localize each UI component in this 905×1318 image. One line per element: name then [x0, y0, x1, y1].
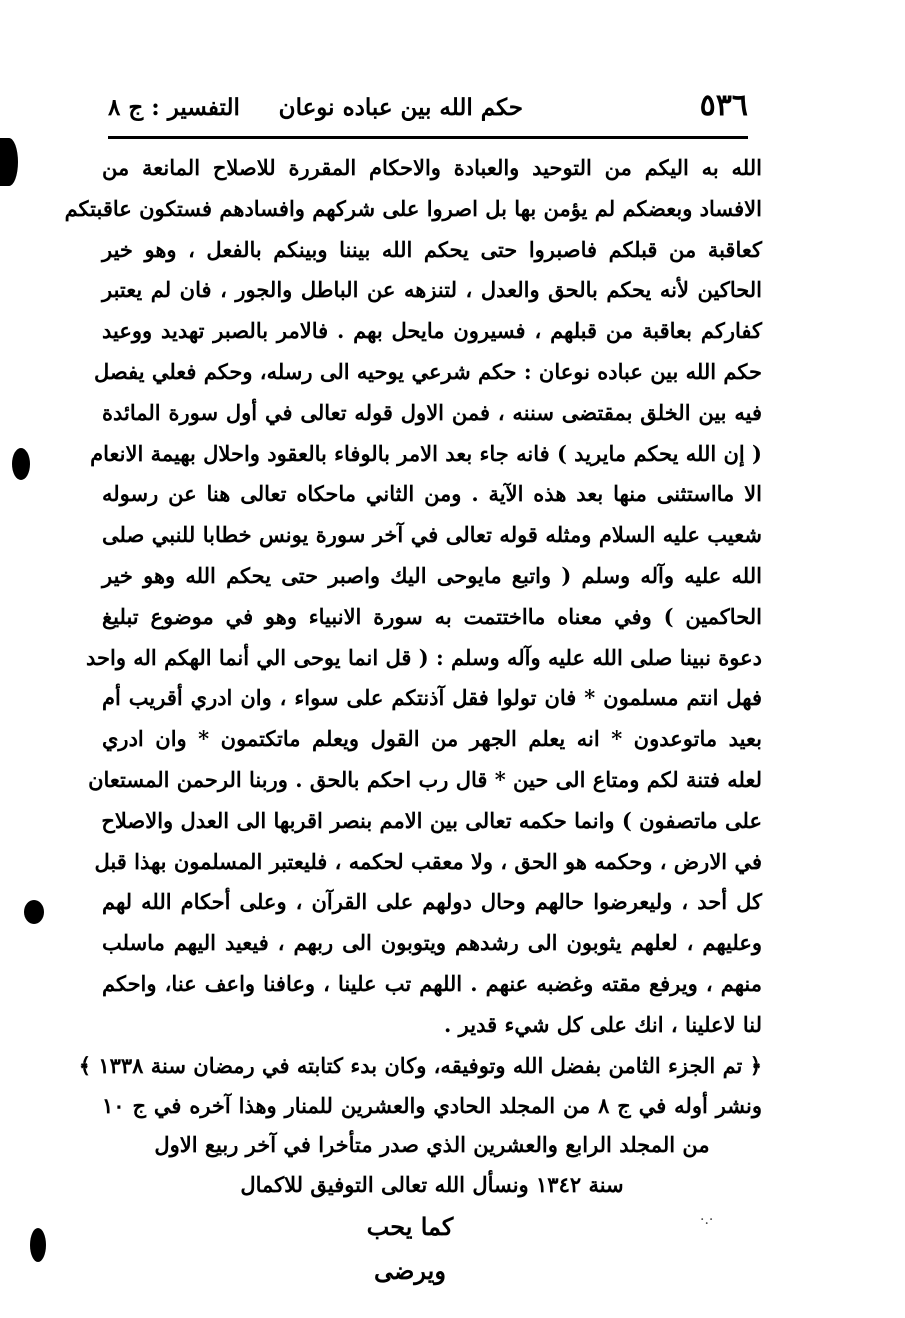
closing-block [102, 1125, 762, 1205]
text-line: كل أحد ، وليعرضوا حالهم وحال دولهم على القرآن ، وعلى أحكام الله لهم [102, 889, 762, 915]
text-line: شعيب عليه السلام ومثله قوله تعالى في آخر سورة يونس خطابا للنبي صلى [102, 522, 762, 548]
text-line: الحاكين لأنه يحكم بالحق والعدل ، لتنزهه عن الباطل والجور ، فان لم يعتبر [102, 277, 762, 303]
text-line: الا مااستثنى منها بعد هذه الآية . ومن الثاني ماحكاه تعالى هنا عن رسوله [102, 481, 762, 507]
text-line: منهم ، ويرفع مقته وغضبه عنهم . اللهم تب علينا ، وعافنا واعف عنا، واحكم [102, 970, 762, 996]
text-line: كعاقبة من قبلكم فاصبروا حتى يحكم الله بيننا وبينكم بالفعل ، وهو خير [102, 236, 762, 262]
text-line: الافساد وبعضكم لم يؤمن بها بل اصروا على شركهم وافسادهم فستكون عاقبتكم [64, 195, 762, 221]
text-line: الله به اليكم من التوحيد والعبادة والاحكام المقررة للاصلاح المانعة من [102, 155, 762, 180]
ink-blot [30, 1228, 46, 1262]
closing-line: سنة ١٣٤٢ ونسأل الله تعالى التوفيق للاكمال [240, 1172, 624, 1197]
page-number: ٥٣٦ [699, 88, 748, 123]
text-line: فيه بين الخلق بمقتضى سننه ، فمن الاول قوله تعالى في أول سورة المائدة [102, 399, 762, 425]
text-line: بعيد ماتوعدون * انه يعلم الجهر من القول ويعلم ماتكتمون * وان ادري [102, 726, 762, 752]
body-text [64, 148, 763, 1127]
ink-blot [0, 138, 18, 186]
colophon-line: ونشر أوله في ج ٨ من المجلد الحادي والعشرين للمنار وهذا آخره في ج ١٠ [102, 1093, 763, 1119]
text-line: وعليهم ، لعلهم يثوبون الى رشدهم ويتوبون الى ربهم ، فيعيد اليهم ماسلب [102, 930, 762, 956]
section-label: التفسير : ج ٨ [108, 94, 240, 121]
text-line: في الارض ، وحكمه هو الحق ، ولا معقب لحكمه ، فليعتبر المسلمون بهذا قبل [94, 848, 762, 874]
text-line: كفاركم بعاقبة من قبلهم ، فسيرون مايحل بهم . فالامر بالصبر تهديد ووعيد [102, 318, 762, 344]
text-line: دعوة نبينا صلى الله عليه وآله وسلم : ( قل انما يوحى الي أنما الهكم اله واحد [85, 644, 762, 670]
text-line: ( إن الله يحكم مايريد ) فانه جاء بعد الامر بالوفاء بالعقود واحلال بهيمة الانعام [90, 440, 762, 466]
closing-line: من المجلد الرابع والعشرين الذي صدر متأخرا في آخر ربيع الاول [154, 1132, 710, 1157]
text-line: لعله فتنة لكم ومتاع الى حين * قال رب احكم بالحق . وربنا الرحمن المستعان [88, 766, 762, 792]
scan-speck: ·.· [700, 1212, 714, 1228]
text-line: الله عليه وآله وسلم ( واتبع مايوحى اليك واصبر حتى يحكم الله وهو خير [102, 562, 762, 588]
page-header [108, 86, 748, 136]
text-line: على ماتصفون ) وانما حكمه تعالى بين الامم بنصر اقربها الى العدل والاصلاح [101, 807, 762, 833]
signoff: كما يحب ويرضى [366, 1212, 454, 1285]
text-line: فهل انتم مسلمون * فان تولوا فقل آذنتكم على سواء ، وان ادري أقريب أم [102, 685, 762, 711]
text-line: لنا لاعلينا ، انك على كل شيء قدير . [444, 1011, 762, 1037]
text-line: حكم الله بين عباده نوعان : حكم شرعي يوحيه الى رسله، وحكم فعلي يفصل [93, 358, 762, 384]
ink-blot [24, 900, 44, 924]
ink-blot [12, 448, 30, 480]
running-title: حكم الله بين عباده نوعان [278, 94, 523, 121]
text-line: الحاكمين ) وفي معناه مااختتمت به سورة الانبياء وهو في موضوع تبليغ [102, 603, 762, 629]
header-rule [108, 136, 748, 139]
colophon-line: ﴿ تم الجزء الثامن بفضل الله وتوفيقه، وكان بدء كتابته في رمضان سنة ١٣٣٨ ﴾ [78, 1052, 762, 1078]
